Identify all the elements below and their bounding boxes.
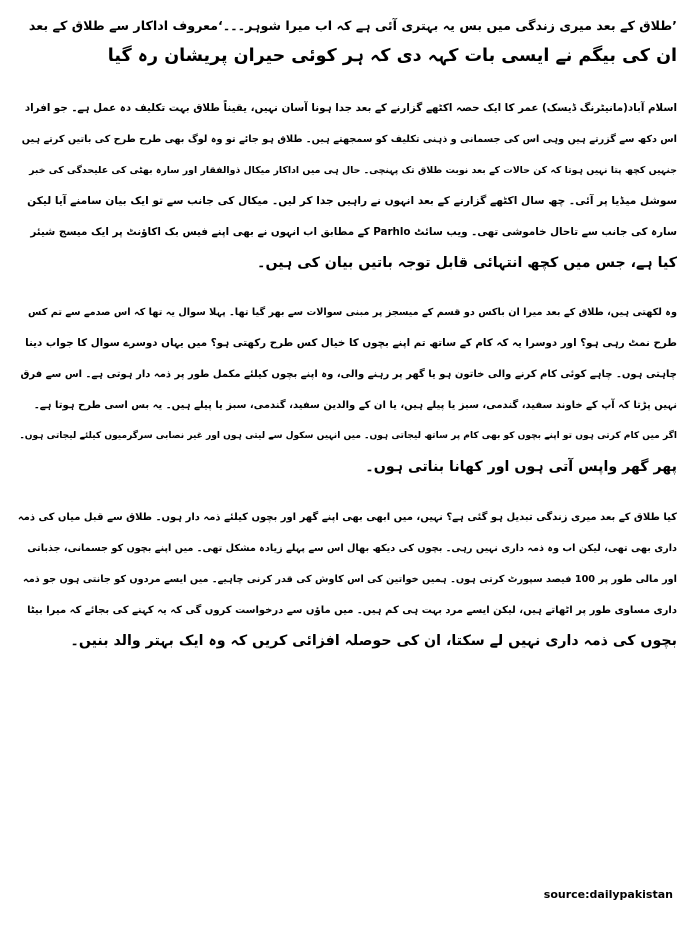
article-title bbox=[18, 10, 677, 72]
text-line: نہیں پڑتا کہ آپ کے خاوند سفید، گندمی، سبز یا پیلے ہیں، یا ان کے والدین سفید، گندمی، سبز یا پیلے ہیں۔ یہ بس اسی طرح ہوتا ہے۔ bbox=[33, 400, 677, 411]
text-line: پھر گھر واپس آتی ہوں اور کھانا بناتی ہوں۔ bbox=[365, 459, 677, 475]
source-credit: source:dailypakistan bbox=[543, 888, 673, 901]
title-line: ’طلاق کے بعد میری زندگی میں بس یہ بہتری آئی ہے کہ اب میرا شوہر۔۔۔‘معروف اداکار سے طلاق کے بعد bbox=[28, 18, 677, 33]
text-line: وہ لکھتی ہیں، طلاق کے بعد میرا ان باکس دو قسم کے میسجز پر مبنی سوالات سے بھر گیا تھا۔ پہلا سوال یہ تھا کہ اس صدمے سے تم کس bbox=[28, 307, 677, 318]
text-line: سوشل میڈیا پر آئی۔ چھ سال اکٹھے گزارنے کے بعد انہوں نے راہیں جدا کر لیں۔ میکال کی جانب سے تو ایک بیان سامنے آیا لیکن bbox=[27, 195, 677, 207]
text-line: اور مالی طور پر 100 فیصد سپورٹ کرتی ہوں۔ ہمیں خواتین کی اس کاوش کی قدر کرنی چاہیے۔ میں ایسے مردوں کو جانتی ہوں جو ذمہ bbox=[23, 574, 677, 585]
text-line: اس دکھ سے گزرتے ہیں وہی اس کی جسمانی و ذہنی تکلیف کو سمجھتے ہیں۔ طلاق ہو جائے تو وہ لوگ بھی طرح طرح کی باتیں کرتے ہیں bbox=[21, 134, 677, 145]
text-line: داری بھی تھی، لیکن اب وہ ذمہ داری نہیں رہی۔ بچوں کی دیکھ بھال اس سے پہلے زیادہ مشکل تھی۔ میں اپنے بچوں کو جسمانی، جذباتی bbox=[27, 543, 677, 554]
text-line: اگر میں کام کرتی ہوں تو اپنے بچوں کو بھی کام پر ساتھ لیجاتی ہوں۔ میں انہیں سکول سے لیتی ہوں اور غیر نصابی سرگرمیوں کیلئے لیجاتی ہوں۔ bbox=[19, 431, 677, 441]
paragraph-after-divorce bbox=[18, 502, 677, 657]
text-line: جنہیں کچھ پتا نہیں ہوتا کہ کن حالات کے بعد نوبت طلاق تک پہنچی۔ حال ہی میں اداکار میکال ذوالفقار اور سارہ بھٹی کی علیحدگی کی خبر bbox=[29, 165, 677, 176]
text-line: کیا ہے، جس میں کچھ انتہائی قابل توجہ باتیں بیان کی ہیں۔ bbox=[257, 255, 677, 271]
text-line: کیا طلاق کے بعد میری زندگی تبدیل ہو گئی ہے؟ نہیں، میں ابھی بھی اپنے گھر اور بچوں کیلئے ذمہ دار ہوں۔ طلاق سے قبل میاں کی ذمہ bbox=[18, 512, 677, 523]
title-line: ان کی بیگم نے ایسی بات کہہ دی کہ ہر کوئی حیران پریشان رہ گیا bbox=[107, 46, 677, 66]
text-line: چاہتی ہوں۔ چاہے کوئی کام کرنے والی خاتون ہو یا گھر پر رہنے والی، وہ اپنے بچوں کیلئے مکمل طور پر ذمہ دار ہوتی ہے۔ اس سے فرق bbox=[20, 369, 677, 380]
text-line: داری مساوی طور پر اٹھاتے ہیں، لیکن ایسے مرد بہت ہی کم ہیں۔ میں ماؤں سے درخواست کروں گی کہ یہ کہنے کی بجائے کہ میرا بیٹا bbox=[27, 605, 677, 616]
paragraph-inbox-questions bbox=[18, 297, 677, 483]
paragraph-intro bbox=[18, 93, 677, 279]
text-line: اسلام آباد(مانیٹرنگ ڈیسک) عمر کا ایک حصہ اکٹھے گزارنے کے بعد جدا ہونا آسان نہیں، یقیناً طلاق بہت تکلیف دہ عمل ہے۔ جو افراد bbox=[24, 102, 677, 114]
text-line: بچوں کی ذمہ داری نہیں لے سکتا، ان کی حوصلہ افزائی کریں کہ وہ ایک بہتر والد بنیں۔ bbox=[70, 633, 677, 649]
text-line: طرح نمٹ رہی ہو؟ اور دوسرا یہ کہ کام کے ساتھ تم اپنے بچوں کا خیال کس طرح رکھتی ہو؟ میں یہاں دوسرے سوال کا جواب دینا bbox=[25, 337, 677, 349]
text-line: سارہ کی جانب سے تاحال خاموشی تھی۔ ویب سائٹ Parhlo کے مطابق اب انہوں نے بھی اپنے فیس بک اکاؤنٹ پر ایک میسج شیئر bbox=[30, 226, 677, 238]
